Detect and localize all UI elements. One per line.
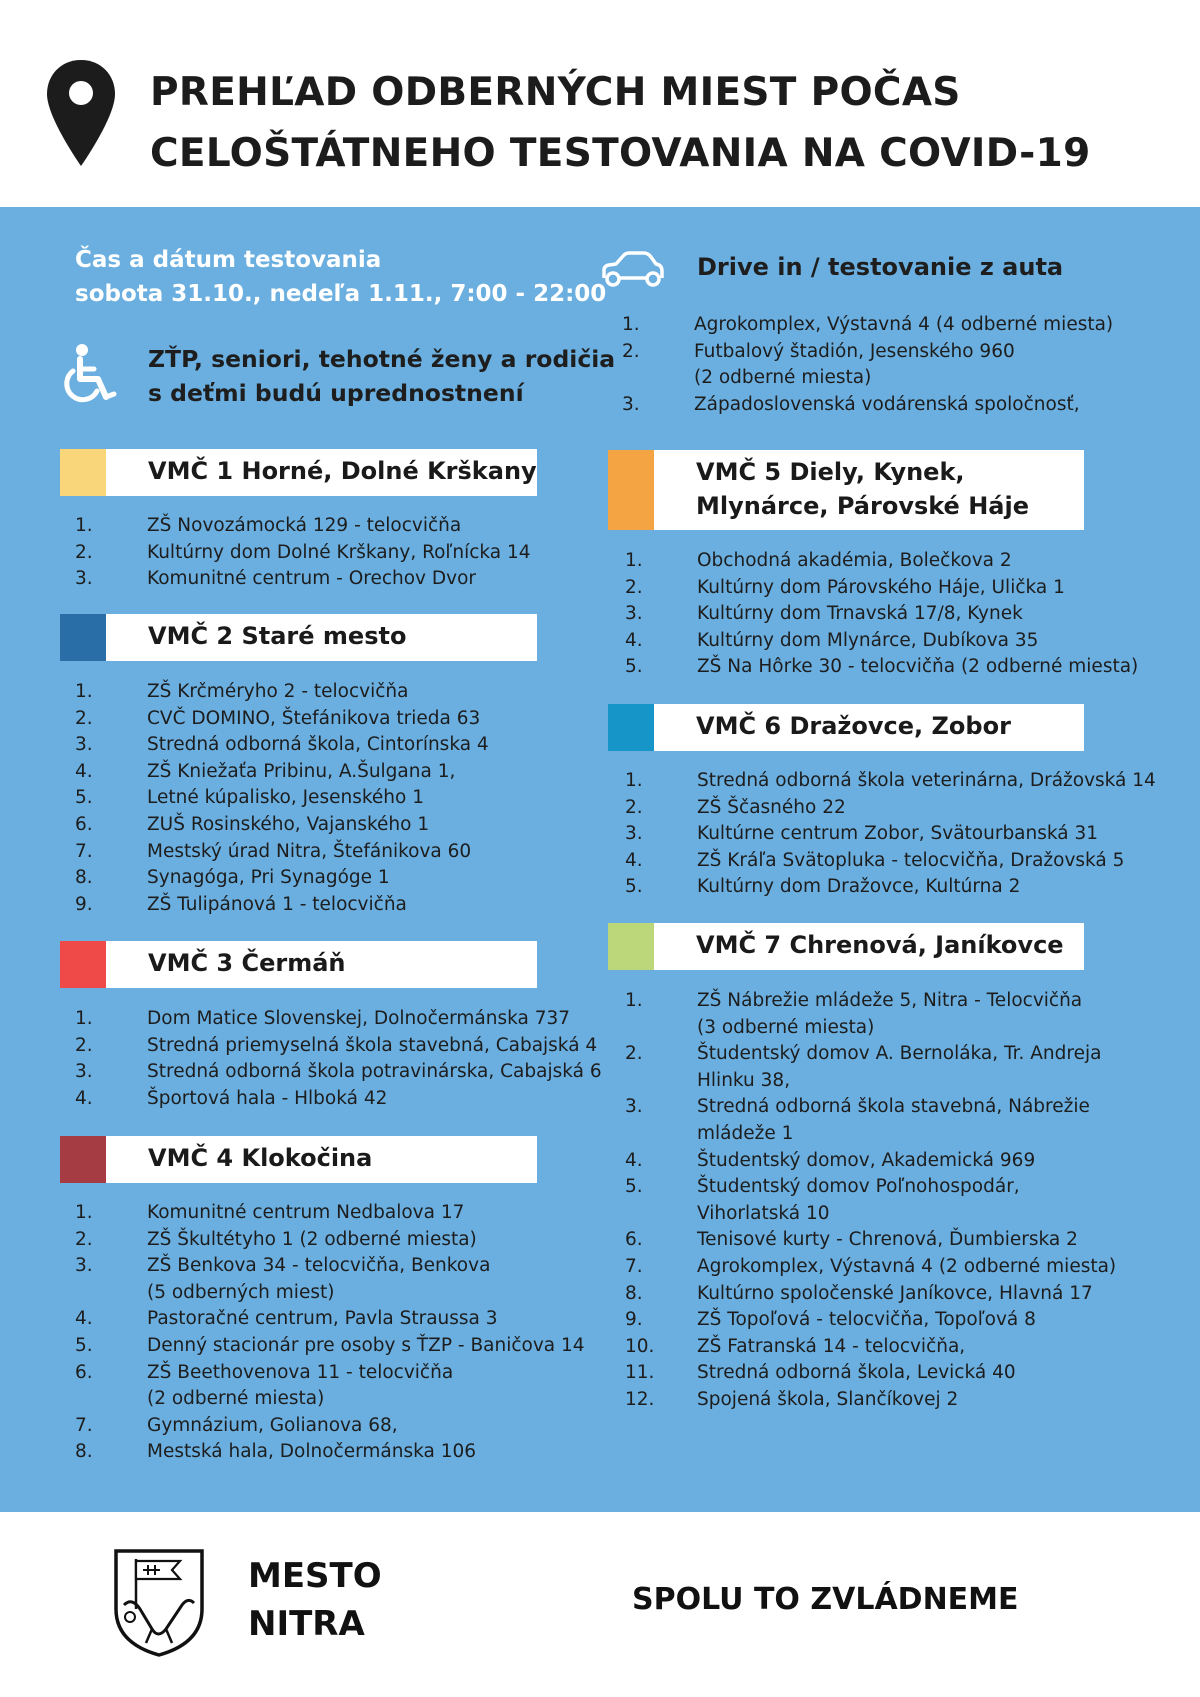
drive-in-title: Drive in / testovanie z auta [697,253,1064,281]
testing-time-info [75,243,606,311]
item-text: ZŠ Kniežaťa Pribinu, A.Šulgana 1, [147,760,456,782]
list-item [625,575,1138,602]
item-text: Komunitné centrum - Orechov Dvor [147,568,477,590]
item-number: 7. [75,1414,93,1436]
item-text-continued: (3 odberné miesta) [697,1016,875,1038]
item-number: 6. [625,1229,643,1251]
item-number: 3. [75,1061,93,1083]
city-line-2: NITRA [248,1604,365,1644]
item-text: Spojená škola, Slančíkovej 2 [697,1388,959,1410]
list-item [625,1174,1116,1227]
section-title: VMČ 2 Staré mesto [148,622,407,650]
item-text: Komunitné centrum Nedbalova 17 [147,1202,465,1223]
list-item [75,679,489,706]
item-number: 8. [75,1441,93,1463]
title-line-1: PREHĽAD ODBERNÝCH MIEST POČAS [150,70,961,115]
item-number: 3. [622,393,640,415]
section-header-vmc6 [608,704,1084,751]
section-title: VMČ 6 Dražovce, Zobor [696,712,1011,740]
car-icon [600,250,666,288]
item-text: Kultúrny dom Dražovce, Kultúrna 2 [697,876,1021,898]
item-number: 3. [75,734,93,756]
list-item [75,1439,585,1466]
item-text: Agrokomplex, Výstavná 4 (2 odberné miesta) [697,1255,1117,1277]
item-number: 3. [75,568,93,590]
list-item [625,1041,1116,1094]
list-item [625,1360,1116,1387]
item-text: Tenisové kurty - Chrenová, Ďumbierska 2 [697,1229,1078,1251]
list-item [75,1033,602,1060]
section-header-vmc1 [60,449,537,496]
item-text: Stredná priemyselná škola stavebná, Cabajská 4 [147,1034,598,1056]
list-item [75,1059,602,1086]
item-number: 5. [625,656,643,678]
item-text-continued: (2 odberné miesta) [694,367,872,389]
list-item [625,848,1156,875]
item-number: 1. [75,515,93,536]
page-title [150,62,1091,184]
section-list-vmc1 [75,513,531,593]
item-number: 8. [625,1282,643,1304]
item-text: Dom Matice Slovenskej, Dolnočermánska 737 [147,1008,571,1029]
section-header-vmc3 [60,941,537,988]
list-item [75,1086,602,1113]
item-text: Kultúrny dom Mlynárce, Dubíkova 35 [697,629,1039,651]
section-list-vmc7 [625,988,1116,1414]
item-number: 2. [75,1228,93,1250]
section-title: VMČ 3 Čermáň [148,949,346,977]
item-number: 6. [75,813,93,835]
item-number: 1. [622,314,640,335]
section-title: VMČ 4 Klokočina [148,1144,373,1172]
item-number: 5. [75,787,93,809]
section-list-vmc3 [75,1006,602,1112]
item-number: 2. [75,541,93,563]
item-number: 10. [625,1335,655,1357]
item-number: 4. [625,629,643,651]
item-text: ZŠ Tulipánová 1 - telocvičňa [147,893,407,915]
item-text: Kultúrny dom Párovského Háje, Ulička 1 [697,576,1065,598]
item-text: ZŠ Škultétyho 1 (2 odberné miesta) [147,1228,477,1250]
city-line-1: MESTO [248,1556,382,1596]
list-item [625,628,1138,655]
item-text: Stredná odborná škola potravinárska, Cabajská 6 [147,1061,602,1083]
item-text: Stredná odborná škola, Cintorínska 4 [147,734,489,756]
list-item [625,988,1116,1041]
item-text: ZŠ Fatranská 14 - telocvičňa, [697,1335,966,1357]
item-text: ZŠ Nábrežie mládeže 5, Nitra - Telocvičňa [697,990,1083,1011]
list-item [75,865,489,892]
section-header-vmc5 [608,450,1084,530]
item-text: Futbalový štadión, Jesenského 960 [694,340,1015,362]
item-number: 4. [75,1308,93,1330]
item-number: 1. [75,1008,93,1029]
item-text-continued: Hlinku 38, [697,1069,791,1091]
item-number: 1. [75,1202,93,1223]
list-item [75,540,531,567]
list-item [75,1227,585,1254]
section-header-vmc4 [60,1136,537,1183]
item-text: Pastoračné centrum, Pavla Straussa 3 [147,1308,498,1330]
item-text: Stredná odborná škola veterinárna, Drážovská 14 [697,770,1156,791]
list-item [625,1334,1116,1361]
item-number: 7. [75,840,93,862]
item-text: Športová hala - Hlboká 42 [147,1087,388,1109]
color-swatch [608,923,654,970]
title-line-2: CELOŠTÁTNEHO TESTOVANIA NA COVID-19 [150,131,1091,176]
color-swatch [608,704,654,751]
item-text: Kultúrno spoločenské Janíkovce, Hlavná 17 [697,1282,1093,1304]
item-number: 8. [75,867,93,889]
item-number: 1. [625,990,643,1011]
list-item [75,1333,585,1360]
list-item [75,1413,585,1440]
item-text: ZŠ Topoľová - telocvičňa, Topoľová 8 [697,1309,1036,1331]
item-text: Letné kúpalisko, Jesenského 1 [147,787,424,809]
item-number: 4. [75,760,93,782]
item-number: 2. [622,340,640,362]
item-text: Mestský úrad Nitra, Štefánikova 60 [147,840,472,862]
list-item [625,821,1156,848]
item-text: Stredná odborná škola stavebná, Nábrežie [697,1096,1090,1118]
item-number: 1. [625,770,643,791]
city-crest-icon [112,1547,206,1659]
item-text: ZŠ Ščasného 22 [697,796,846,818]
list-item [75,759,489,786]
time-label: Čas a dátum testovania [75,247,382,273]
section-title: VMČ 7 Chrenová, Janíkovce [696,931,1064,959]
section-list-vmc2 [75,679,489,918]
item-text: ZŠ Benkova 34 - telocvičňa, Benkova [147,1255,491,1277]
item-number: 3. [625,603,643,625]
item-text-continued: (2 odberné miesta) [147,1388,325,1410]
item-text: Študentský domov A. Bernoláka, Tr. Andreja [697,1043,1102,1065]
item-number: 7. [625,1255,643,1277]
list-item [625,1281,1116,1308]
priority-note [148,342,615,410]
item-text: ZŠ Na Hôrke 30 - telocvičňa (2 odberné miesta) [697,656,1139,678]
item-text: Gymnázium, Golianova 68, [147,1414,398,1436]
item-text-continued: Vihorlatská 10 [697,1202,830,1224]
item-text: Agrokomplex, Výstavná 4 (4 odberné miesta) [694,314,1114,335]
item-text: Kultúrny dom Dolné Krškany, Roľnícka 14 [147,541,531,563]
section-title: VMČ 1 Horné, Dolné Krškany [148,457,537,485]
priority-line-1: ZŤP, seniori, tehotné ženy a rodičia [148,345,616,373]
list-item [625,1387,1116,1414]
list-item [75,706,489,733]
location-pin-icon [45,58,117,168]
item-text: Synagóga, Pri Synagóge 1 [147,867,390,889]
section-list-vmc5 [625,548,1138,681]
section-title-line-1: VMČ 5 Diely, Kynek, [696,458,965,486]
list-item [75,513,531,540]
color-swatch [608,450,654,530]
header [0,0,1200,207]
item-number: 2. [75,1034,93,1056]
slogan: SPOLU TO ZVLÁDNEME [632,1582,1019,1617]
item-number: 5. [625,876,643,898]
list-item [75,1306,585,1333]
item-text: Denný stacionár pre osoby s ŤZP - Baničova 14 [147,1334,585,1356]
list-item [625,1307,1116,1334]
time-value: sobota 31.10., nedeľa 1.11., 7:00 - 22:00 [75,281,607,307]
list-item [75,566,531,593]
item-text: Stredná odborná škola, Levická 40 [697,1362,1016,1384]
section-title [696,455,1029,523]
list-item [625,1094,1116,1147]
list-item [75,1200,585,1227]
item-number: 4. [625,849,643,871]
item-text: Západoslovenská vodárenská spoločnosť, [694,393,1080,415]
section-list-vmc4 [75,1200,585,1466]
item-text: CVČ DOMINO, Štefánikova trieda 63 [147,707,481,729]
color-swatch [60,941,106,988]
item-number: 2. [625,1043,643,1065]
city-name [248,1552,382,1648]
item-number: 4. [75,1087,93,1109]
item-number: 5. [625,1176,643,1198]
section-title-line-2: Mlynárce, Párovské Háje [696,492,1029,520]
item-text: ZŠ Novozámocká 129 - telocvičňa [147,515,462,536]
section-header-vmc7 [608,923,1084,970]
item-text: Študentský domov, Akademická 969 [697,1149,1036,1171]
list-item [625,1227,1116,1254]
drive-in-list [622,312,1113,418]
list-item [622,392,1113,419]
item-text: Kultúrny dom Trnavská 17/8, Kynek [697,603,1023,625]
item-number: 1. [75,681,93,702]
priority-line-2: s deťmi budú uprednostnení [148,379,524,407]
item-number: 1. [625,550,643,571]
item-number: 12. [625,1388,655,1410]
item-text-continued: (5 odberných miest) [147,1281,335,1303]
wheelchair-icon [58,343,118,405]
list-item [625,1254,1116,1281]
item-text: Obchodná akadémia, Bolečkova 2 [697,550,1012,571]
item-number: 2. [625,796,643,818]
item-text: ZŠ Krčméryho 2 - telocvičňa [147,681,409,702]
item-number: 11. [625,1362,655,1384]
list-item [625,1148,1116,1175]
item-number: 3. [75,1255,93,1277]
item-text: Kultúrne centrum Zobor, Svätourbanská 31 [697,823,1099,845]
color-swatch [60,449,106,496]
list-item [75,732,489,759]
item-text: ZUŠ Rosinského, Vajanského 1 [147,813,430,835]
color-swatch [60,1136,106,1183]
list-item [75,1006,602,1033]
list-item [625,548,1138,575]
list-item [622,339,1113,392]
list-item [625,654,1138,681]
list-item [75,839,489,866]
item-number: 9. [625,1309,643,1331]
item-number: 2. [625,576,643,598]
item-text: Študentský domov Poľnohospodár, [697,1176,1020,1198]
section-header-vmc2 [60,614,537,661]
list-item [625,874,1156,901]
list-item [75,785,489,812]
item-number: 4. [625,1149,643,1171]
item-number: 2. [75,707,93,729]
list-item [625,768,1156,795]
item-number: 6. [75,1361,93,1383]
item-text-continued: mládeže 1 [697,1122,794,1144]
list-item [625,795,1156,822]
list-item [625,601,1138,628]
list-item [75,812,489,839]
item-number: 3. [625,1096,643,1118]
section-list-vmc6 [625,768,1156,901]
item-text: Mestská hala, Dolnočermánska 106 [147,1441,476,1463]
list-item [75,1360,585,1413]
list-item [75,892,489,919]
item-number: 9. [75,893,93,915]
item-text: ZŠ Beethovenova 11 - telocvičňa [147,1361,454,1383]
list-item [622,312,1113,339]
item-number: 5. [75,1334,93,1356]
list-item [75,1253,585,1306]
item-text: ZŠ Kráľa Svätopluka - telocvičňa, Dražovská 5 [697,849,1125,871]
item-number: 3. [625,823,643,845]
color-swatch [60,614,106,661]
